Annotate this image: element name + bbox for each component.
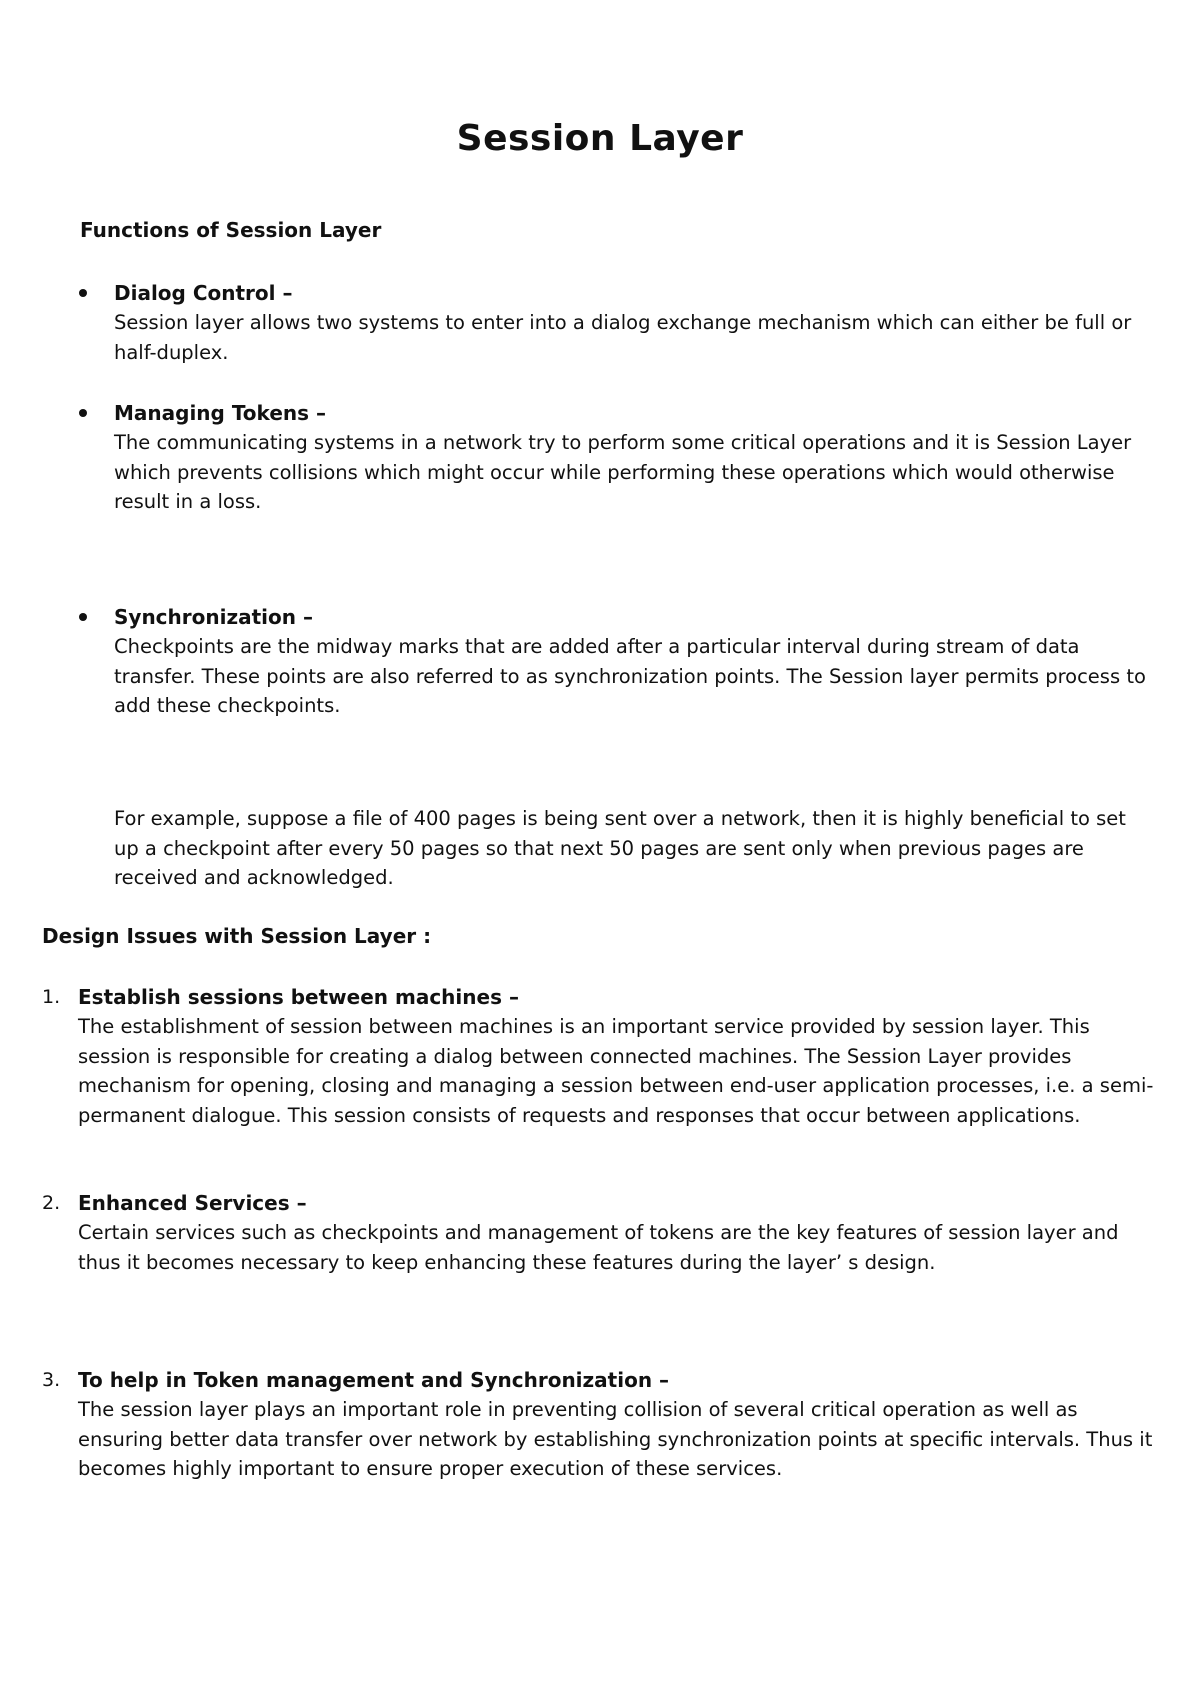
design-item-title: To help in Token management and Synchronization – [78, 1368, 670, 1392]
design-item-text: The establishment of session between machines is an important service provided by session layer. This session is responsible for creating a dialog between connected machines. The Session Layer provides mechanism for opening, closing and managing a session between end-user application processes, i.e. a semi-permanent dialogue. This session consists of requests and responses that occur between applications. [78, 1015, 1154, 1127]
function-item-text: Session layer allows two systems to enter into a dialog exchange mechanism which can either be full or half-duplex. [114, 311, 1132, 364]
design-item-text: Certain services such as checkpoints and management of tokens are the key features of session layer and thus it becomes necessary to keep enhancing these features during the layer’ s design. [78, 1221, 1119, 1274]
bullet-icon [79, 409, 87, 417]
function-item-managing-tokens [114, 398, 1164, 517]
design-item-text: The session layer plays an important role in preventing collision of several critical operation as well as ensuring better data transfer over network by establishing synchronization points at specific intervals. Thus it becomes highly important to ensure proper execution of these services. [78, 1398, 1153, 1480]
function-item-title: Managing Tokens – [114, 401, 326, 425]
functions-heading: Functions of Session Layer [80, 218, 382, 242]
function-item-text: The communicating systems in a network try to perform some critical operations and it is Session Layer [114, 431, 1132, 454]
function-item-title: Dialog Control – [114, 281, 293, 305]
function-item-text: which prevents collisions which might occur while performing these operations which would otherwise result in a loss. [114, 460, 1115, 513]
bullet-icon [79, 613, 87, 621]
function-item-title: Synchronization – [114, 605, 313, 629]
design-item-title: Establish sessions between machines – [78, 985, 519, 1009]
list-number: 3. [42, 1369, 61, 1391]
design-item-establish-sessions [78, 982, 1158, 1130]
function-item-text: transfer. These points are also referred to as synchronization points. The Session layer permits process to add these checkpoints. [114, 664, 1146, 717]
design-issues-heading: Design Issues with Session Layer : [42, 924, 432, 948]
page-title: Session Layer [456, 118, 744, 159]
example-text: For example, suppose a file of 400 pages is being sent over a network, then it is highly beneficial to set up a checkpoint after every 50 pages so that next 50 pages are sent only when previous pages are received and acknowledged. [114, 807, 1126, 889]
function-item-dialog-control [114, 278, 1164, 367]
function-item-text: Checkpoints are the midway marks that are added after a particular interval during stream of data [114, 635, 1080, 658]
bullet-icon [79, 289, 87, 297]
design-item-title: Enhanced Services – [78, 1191, 307, 1215]
list-number: 2. [42, 1192, 61, 1214]
design-item-enhanced-services [78, 1188, 1158, 1277]
function-item-synchronization [114, 602, 1164, 721]
design-item-token-management [78, 1365, 1158, 1484]
list-number: 1. [42, 986, 61, 1008]
synchronization-example [114, 804, 1144, 893]
